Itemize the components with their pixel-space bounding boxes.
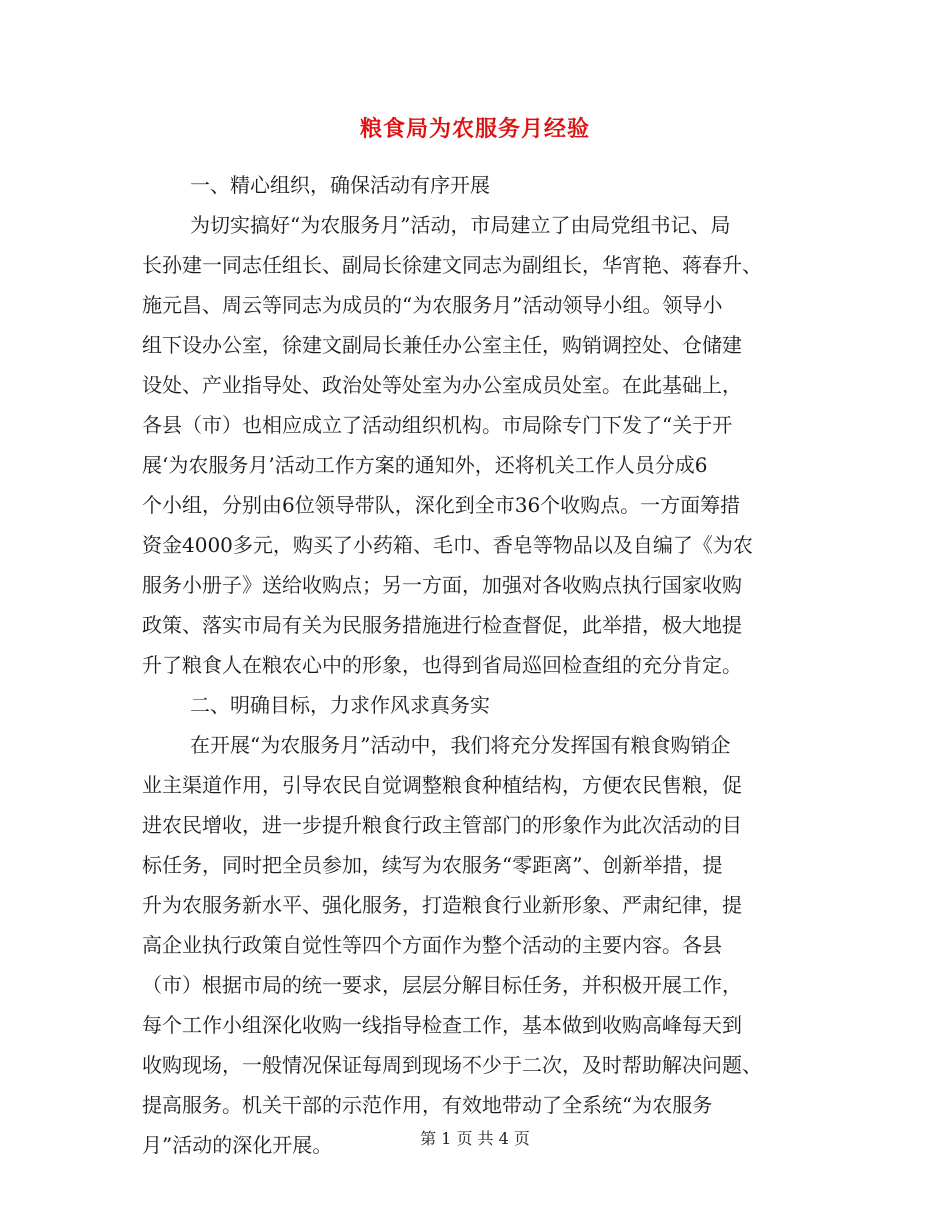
page-title: 粮食局为农服务月经验 [359, 116, 590, 142]
paragraph-line: 设处、产业指导处、政治处等处室为办公室成员处室。在此基础上， [142, 373, 742, 397]
paragraph-line: 提高服务。机关干部的示范作用，有效地带动了全系统“为农服务 [142, 1093, 713, 1117]
paragraph-line: 各县（市）也相应成立了活动组织机构。市局除专门下发了“关于开 [142, 413, 733, 437]
paragraph-line: 施元昌、周云等同志为成员的“为农服务月”活动领导小组。领导小 [142, 293, 723, 317]
section-heading-2: 二、明确目标，力求作风求真务实 [190, 693, 490, 717]
paragraph-line: 高企业执行政策自觉性等四个方面作为整个活动的主要内容。各县 [142, 933, 722, 957]
paragraph-line: 个小组，分别由6位领导带队，深化到全市36个收购点。一方面筹措 [142, 493, 741, 517]
section-heading-1: 一、精心组织，确保活动有序开展 [190, 173, 490, 197]
paragraph-line: 业主渠道作用，引导农民自觉调整粮食种植结构，方便农民售粮，促 [142, 773, 742, 797]
paragraph-line: 升了粮食人在粮农心中的形象，也得到省局巡回检查组的充分肯定。 [142, 653, 742, 677]
document-body [142, 165, 802, 1165]
paragraph-line: 政策、落实市局有关为民服务措施进行检查督促，此举措，极大地提 [142, 613, 742, 637]
paragraph-line: 为切实搞好“为农服务月”活动，市局建立了由局党组书记、局 [190, 213, 731, 237]
paragraph-line: （市）根据市局的统一要求，层层分解目标任务，并积极开展工作， [142, 973, 742, 997]
paragraph-line: 升为农服务新水平、强化服务，打造粮食行业新形象、严肃纪律，提 [142, 893, 742, 917]
paragraph-line: 标任务，同时把全员参加，续写为农服务“零距离”、创新举措，提 [142, 853, 723, 877]
paragraph-line: 服务小册子》送给收购点；另一方面，加强对各收购点执行国家收购 [142, 573, 742, 597]
paragraph-line: 进农民增收，进一步提升粮食行政主管部门的形象作为此次活动的目 [142, 813, 742, 837]
paragraph-line: 组下设办公室，徐建文副局长兼任办公室主任，购销调控处、仓储建 [142, 333, 742, 357]
paragraph-line: 月”活动的深化开展。 [142, 1133, 333, 1157]
paragraph-line: 资金4000多元，购买了小药箱、毛巾、香皂等物品以及自编了《为农 [142, 533, 753, 557]
page-footer: 第 1 页 共 4 页 [420, 1129, 530, 1148]
paragraph-line: 在开展“为农服务月”活动中，我们将充分发挥国有粮食购销企 [190, 733, 731, 757]
paragraph-line: 每个工作小组深化收购一线指导检查工作，基本做到收购高峰每天到 [142, 1013, 742, 1037]
paragraph-line: 收购现场，一般情况保证每周到现场不少于二次，及时帮助解决问题、 [142, 1053, 762, 1077]
paragraph-line: 长孙建一同志任组长、副局长徐建文同志为副组长，华宵艳、蒋春升、 [142, 253, 762, 277]
paragraph-line: 展‘为农服务月’活动工作方案的通知外，还将机关工作人员分成6 [142, 453, 708, 477]
